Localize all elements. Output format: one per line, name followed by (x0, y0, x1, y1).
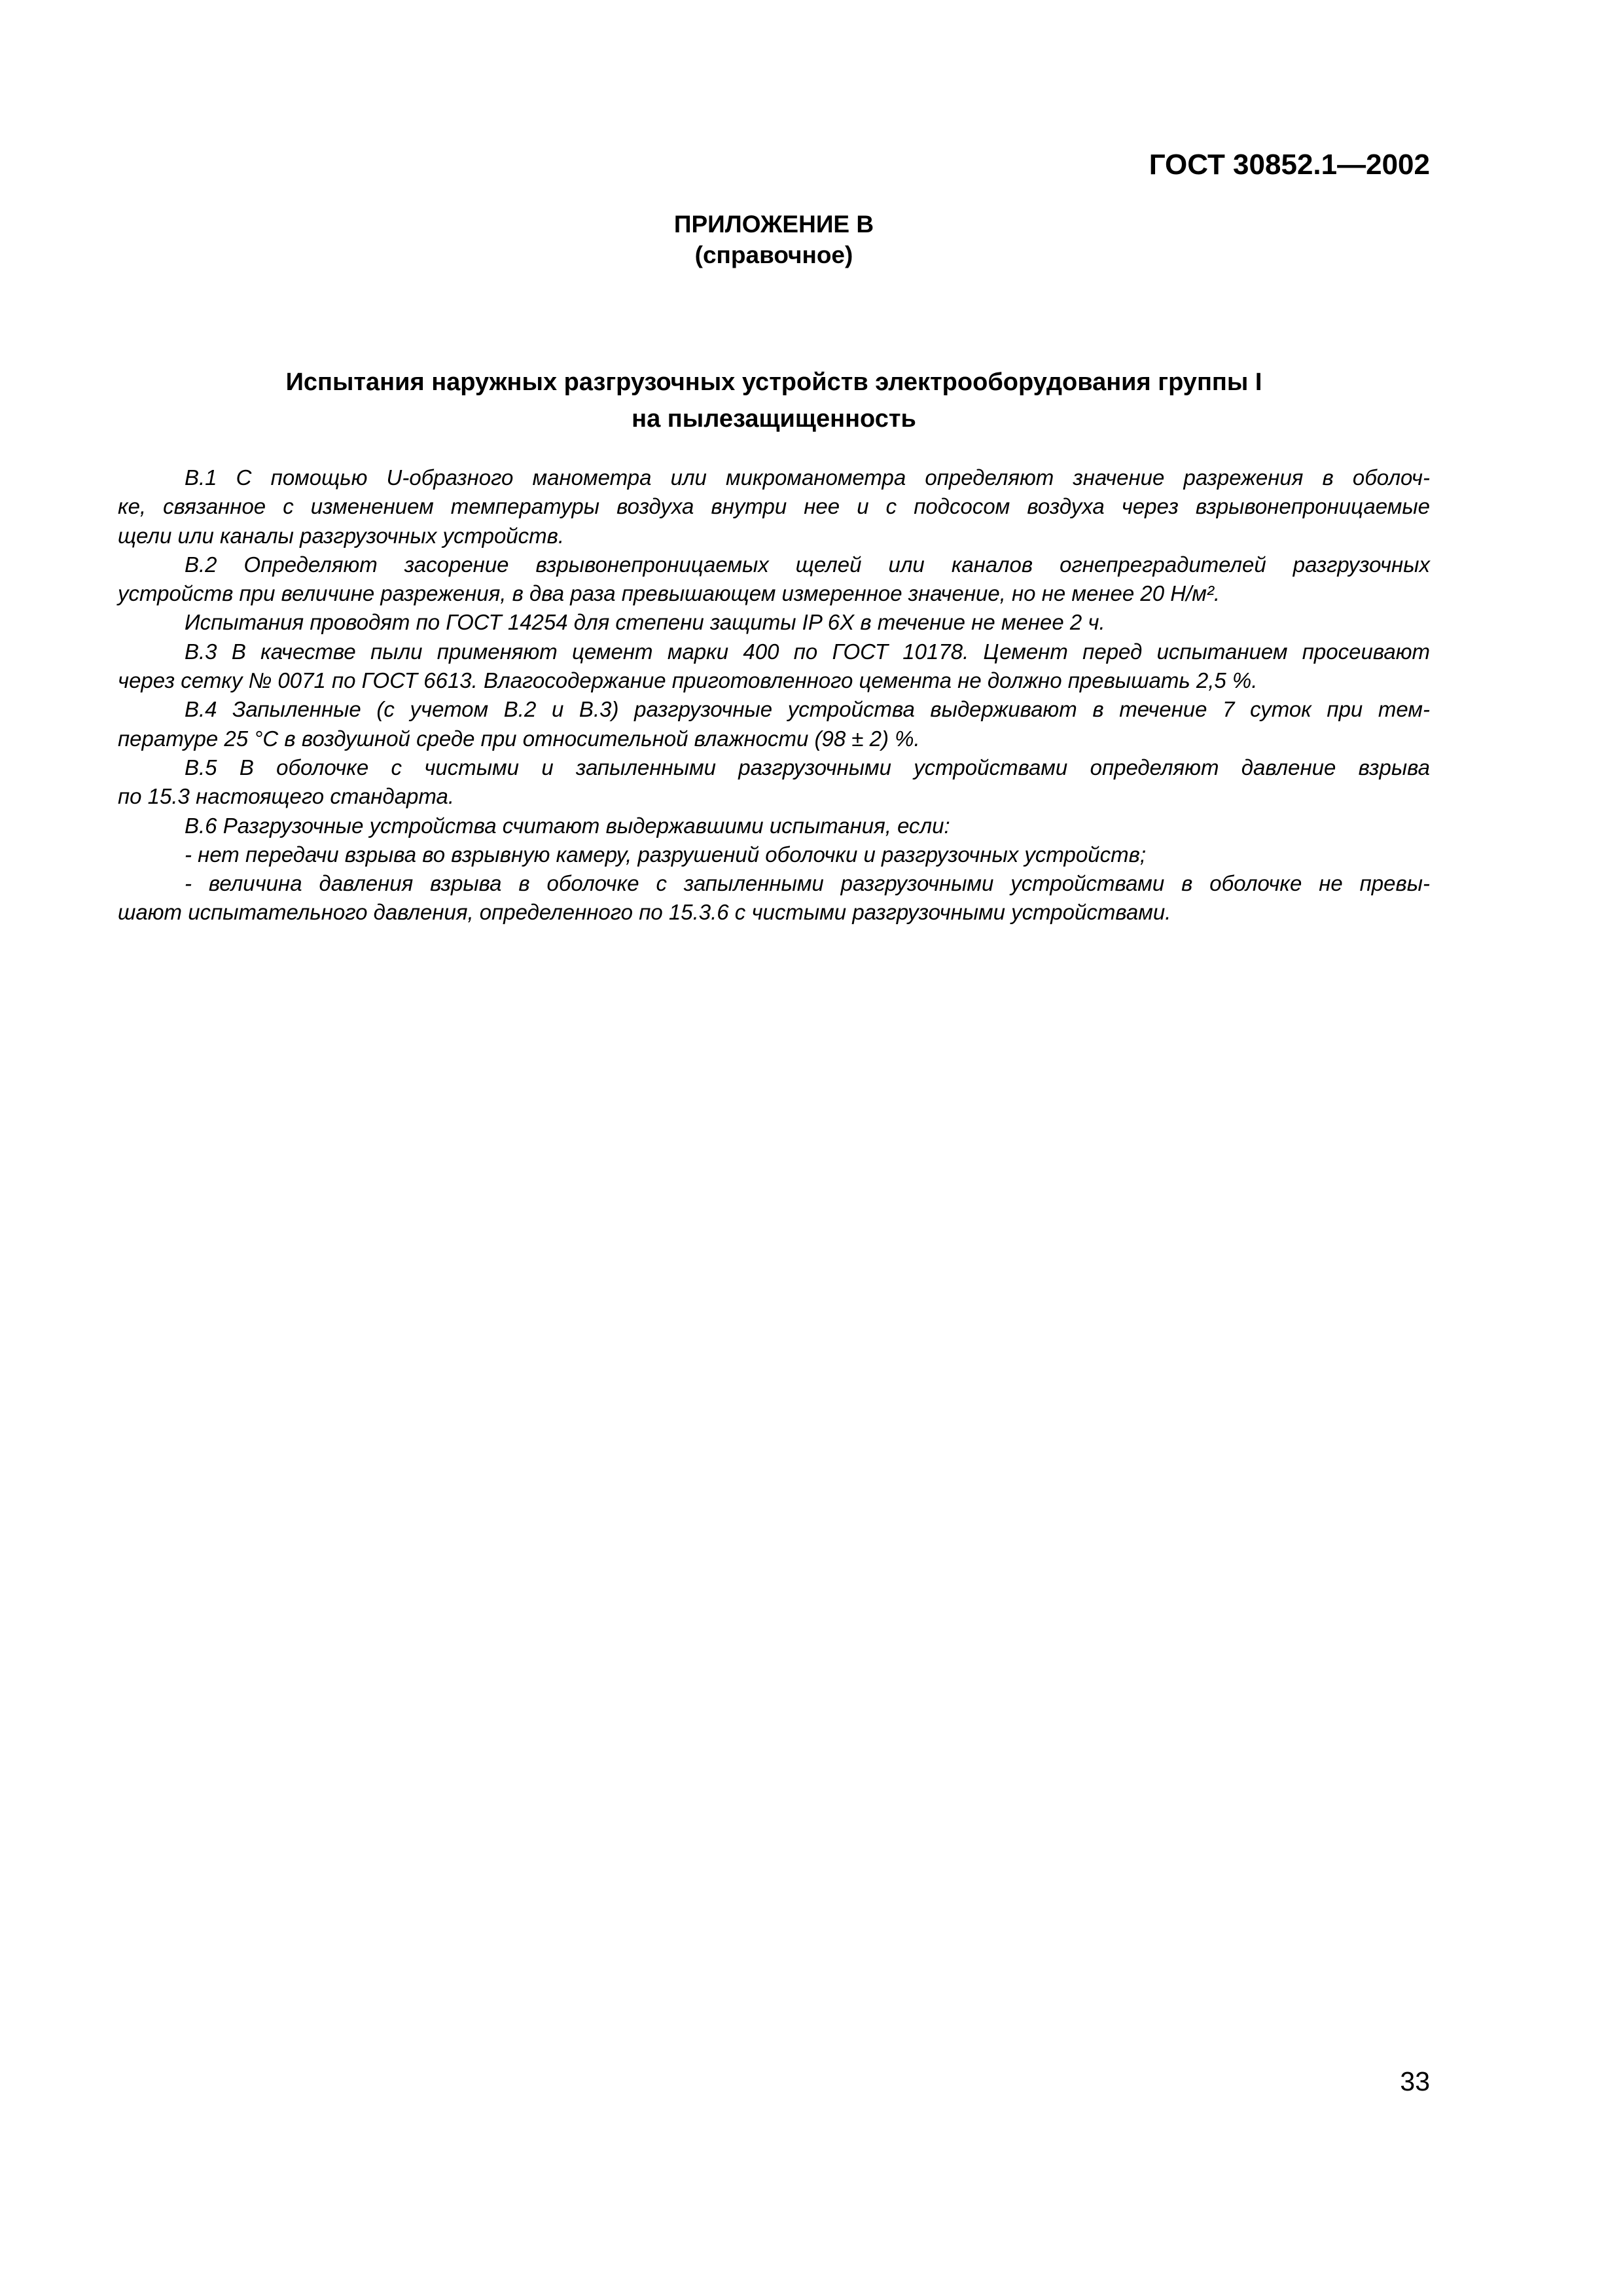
body-line: щели или каналы разгрузочных устройств. (118, 523, 565, 548)
body-line: В.4 Запыленные (с учетом В.2 и В.3) разгрузочные устройства выдерживают в течение 7 суток при тем- (185, 697, 1430, 722)
body-line: пературе 25 °С в воздушной среде при относительной влажности (98 ± 2) %. (118, 726, 920, 751)
body-line: ке, связанное с изменением температуры воздуха внутри нее и с подсосом воздуха через взрывонепроницаемые (118, 494, 1430, 519)
body-line: В.3 В качестве пыли применяют цемент марки 400 по ГОСТ 10178. Цемент перед испытанием просеивают (185, 639, 1430, 664)
annex-heading (118, 209, 1430, 270)
body-line: В.5 В оболочке с чистыми и запыленными разгрузочными устройствами определяют давление взрыва (185, 755, 1430, 780)
body-line: - величина давления взрыва в оболочке с запыленными разгрузочными устройствами в оболочке не превы- (185, 871, 1430, 896)
body-line: В.1 С помощью U-образного манометра или микроманометра определяют значение разрежения в оболоч- (185, 465, 1430, 490)
body-line: устройств при величине разрежения, в два раза превышающем измеренное значение, но не менее 20 Н/м². (118, 581, 1221, 606)
annex-label: ПРИЛОЖЕНИЕ В (673, 211, 874, 238)
document-title-line2: на пылезащищенность (632, 405, 916, 433)
document-title-line1: Испытания наружных разгрузочных устройств электрооборудования группы I (285, 368, 1262, 396)
body-text (118, 463, 1430, 927)
annex-kind: (справочное) (694, 242, 853, 268)
body-line: - нет передачи взрыва во взрывную камеру, разрушений оболочки и разгрузочных устройств; (185, 842, 1146, 867)
body-line: через сетку № 0071 по ГОСТ 6613. Влагосодержание приготовленного цемента не должно превышать 2,5 %. (118, 668, 1258, 693)
document-title (118, 364, 1430, 437)
body-line: по 15.3 настоящего стандарта. (118, 784, 455, 809)
body-line: В.6 Разгрузочные устройства считают выдержавшими испытания, если: (185, 813, 950, 838)
body-line: шают испытательного давления, определенного по 15.3.6 с чистыми разгрузочными устройствами. (118, 900, 1171, 925)
body-line: В.2 Определяют засорение взрывонепроницаемых щелей или каналов огнепреградителей разгрузочных (185, 552, 1430, 577)
body-line: Испытания проводят по ГОСТ 14254 для степени защиты IP 6X в течение не менее 2 ч. (185, 610, 1105, 635)
standard-code-header: ГОСТ 30852.1—2002 (1149, 149, 1430, 181)
page-number: 33 (1400, 2066, 1430, 2096)
